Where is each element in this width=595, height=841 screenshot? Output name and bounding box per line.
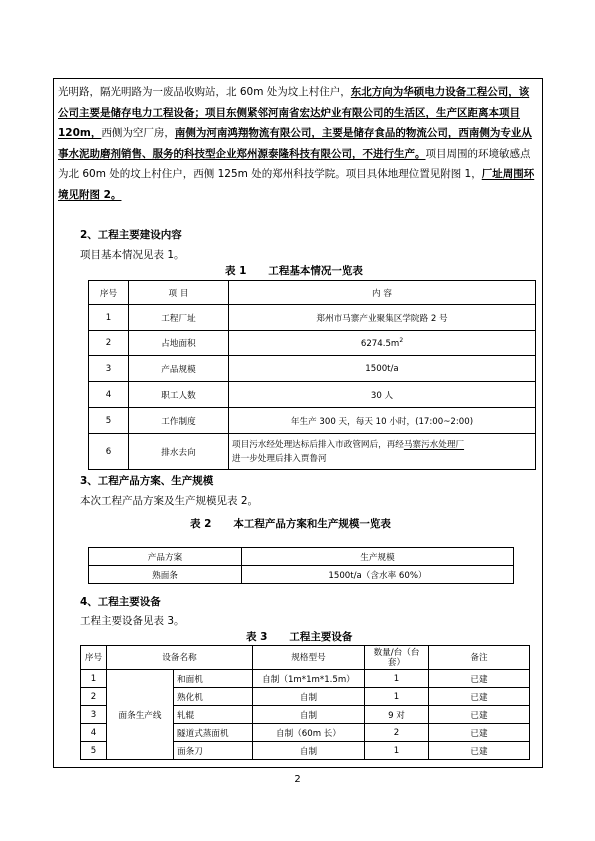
row-note: 已建 (429, 706, 530, 724)
table-3-header-no: 序号 (81, 646, 107, 670)
intro-paragraph (58, 82, 538, 205)
table-row (89, 434, 536, 470)
table-1-header-item: 项 目 (129, 281, 229, 305)
drain-text-a: 项目污水经处理达标后排入市政管网后，再经 (232, 439, 404, 450)
table-3-caption: 表 3 工程主要设备 (246, 631, 353, 643)
row-no: 6 (89, 434, 129, 470)
table-3-header-qty: 数量/台（台套） (365, 646, 429, 670)
drain-text-b: 马寨污水处理厂 (403, 439, 465, 450)
row-spec: 自制 (253, 688, 365, 706)
para-text-1: 光明路，隔光明路为一废品收购站，北 60m 处为坟上村住户， (58, 86, 351, 98)
row-spec: 自制 (253, 742, 365, 760)
row-content (229, 434, 536, 470)
table-1 (88, 280, 536, 470)
area-value: 6274.5m (360, 338, 400, 349)
table-3 (80, 645, 530, 760)
row-name: 熟化机 (174, 688, 253, 706)
table-3-header (81, 646, 530, 670)
table-2-caption: 表 2 本工程产品方案和生产规模一览表 (190, 518, 391, 530)
row-spec: 自制（1m*1m*1.5m） (253, 670, 365, 688)
row-item: 占地面积 (129, 331, 229, 356)
row-content (229, 331, 536, 356)
row-qty: 1 (365, 670, 429, 688)
row-no: 2 (81, 688, 107, 706)
para-text-5: 项目周围的环境敏感点为北 60m 处的坟上村住户，西侧 125m 处的郑州科技学院。项目具体地理位置见附图 1， (58, 147, 531, 180)
row-content: 郑州市马寨产业聚集区学院路 2 号 (229, 305, 536, 331)
table-1-caption: 表 1 工程基本情况一览表 (225, 265, 363, 277)
row-no: 2 (89, 331, 129, 356)
row-note: 已建 (429, 688, 530, 706)
row-item: 产品规模 (129, 356, 229, 382)
equipment-group: 面条生产线 (107, 670, 174, 760)
row-no: 5 (89, 408, 129, 434)
section-4-intro: 工程主要设备见表 3。 (80, 615, 185, 627)
table-2 (88, 547, 514, 584)
row-qty: 2 (365, 724, 429, 742)
table-2-header (89, 548, 514, 566)
table-row (89, 356, 536, 382)
row-content: 1500t/a (229, 356, 536, 382)
row-item: 排水去向 (129, 434, 229, 470)
row-item: 职工人数 (129, 382, 229, 408)
row-name: 轧辊 (174, 706, 253, 724)
table-row (89, 331, 536, 356)
row-no: 5 (81, 742, 107, 760)
section-3-heading: 3、工程产品方案、生产规模 (80, 475, 214, 487)
row-content: 30 人 (229, 382, 536, 408)
para-text-2: 东北方向为华硕电力设备工程公司，该公司主要是储存电力工程设备；项目东侧紧邻河南省宏达炉业有限公司的生活区，生产区距离本项目 120m， (58, 86, 530, 139)
row-note: 已建 (429, 724, 530, 742)
row-no: 1 (89, 305, 129, 331)
row-qty: 1 (365, 742, 429, 760)
table-row (89, 305, 536, 331)
row-content: 年生产 300 天，每天 10 小时，(17:00~2:00) (229, 408, 536, 434)
table-1-header-content: 内 容 (229, 281, 536, 305)
row-name: 面条刀 (174, 742, 253, 760)
row-spec: 自制（60m 长） (253, 724, 365, 742)
para-text-6: 厂址周围环境见附图 2。 (58, 168, 535, 201)
row-item: 工程厂址 (129, 305, 229, 331)
row-note: 已建 (429, 742, 530, 760)
section-2-heading: 2、工程主要建设内容 (80, 229, 182, 241)
row-no: 4 (81, 724, 107, 742)
drain-text-c: 进一步处理后排入贾鲁河 (232, 453, 327, 464)
para-text-3: 西侧为空厂房， (101, 127, 175, 139)
row-no: 1 (81, 670, 107, 688)
row-name: 和面机 (174, 670, 253, 688)
table-row (89, 566, 514, 584)
table-row (89, 382, 536, 408)
table-3-header-name: 设备名称 (107, 646, 253, 670)
table-2-header-product: 产品方案 (89, 548, 242, 566)
para-text-4: 南侧为河南鸿翔物流有限公司，主要是储存食品的物流公司，西南侧为专业从事水泥助磨剂销售、服务的科技型企业郑州源泰隆科技有限公司，不进行生产。 (58, 127, 532, 160)
section-2-intro: 项目基本情况见表 1。 (80, 249, 185, 261)
row-no: 3 (89, 356, 129, 382)
area-unit-sup: 2 (399, 337, 404, 345)
row-spec: 自制 (253, 706, 365, 724)
table-row (81, 670, 530, 688)
row-qty: 1 (365, 688, 429, 706)
table-1-header (89, 281, 536, 305)
row-item: 工作制度 (129, 408, 229, 434)
row-qty: 9 对 (365, 706, 429, 724)
table-1-header-no: 序号 (89, 281, 129, 305)
table-3-header-spec: 规格型号 (253, 646, 365, 670)
table-2-header-scale: 生产规模 (242, 548, 514, 566)
row-name: 隧道式蒸面机 (174, 724, 253, 742)
page-number: 2 (294, 774, 301, 785)
section-3-intro: 本次工程产品方案及生产规模见表 2。 (80, 495, 259, 507)
row-scale: 1500t/a（含水率 60%） (242, 566, 514, 584)
section-4-heading: 4、工程主要设备 (80, 596, 161, 608)
table-3-header-note: 备注 (429, 646, 530, 670)
row-no: 4 (89, 382, 129, 408)
table-row (89, 408, 536, 434)
row-note: 已建 (429, 670, 530, 688)
row-no: 3 (81, 706, 107, 724)
row-product: 熟面条 (89, 566, 242, 584)
